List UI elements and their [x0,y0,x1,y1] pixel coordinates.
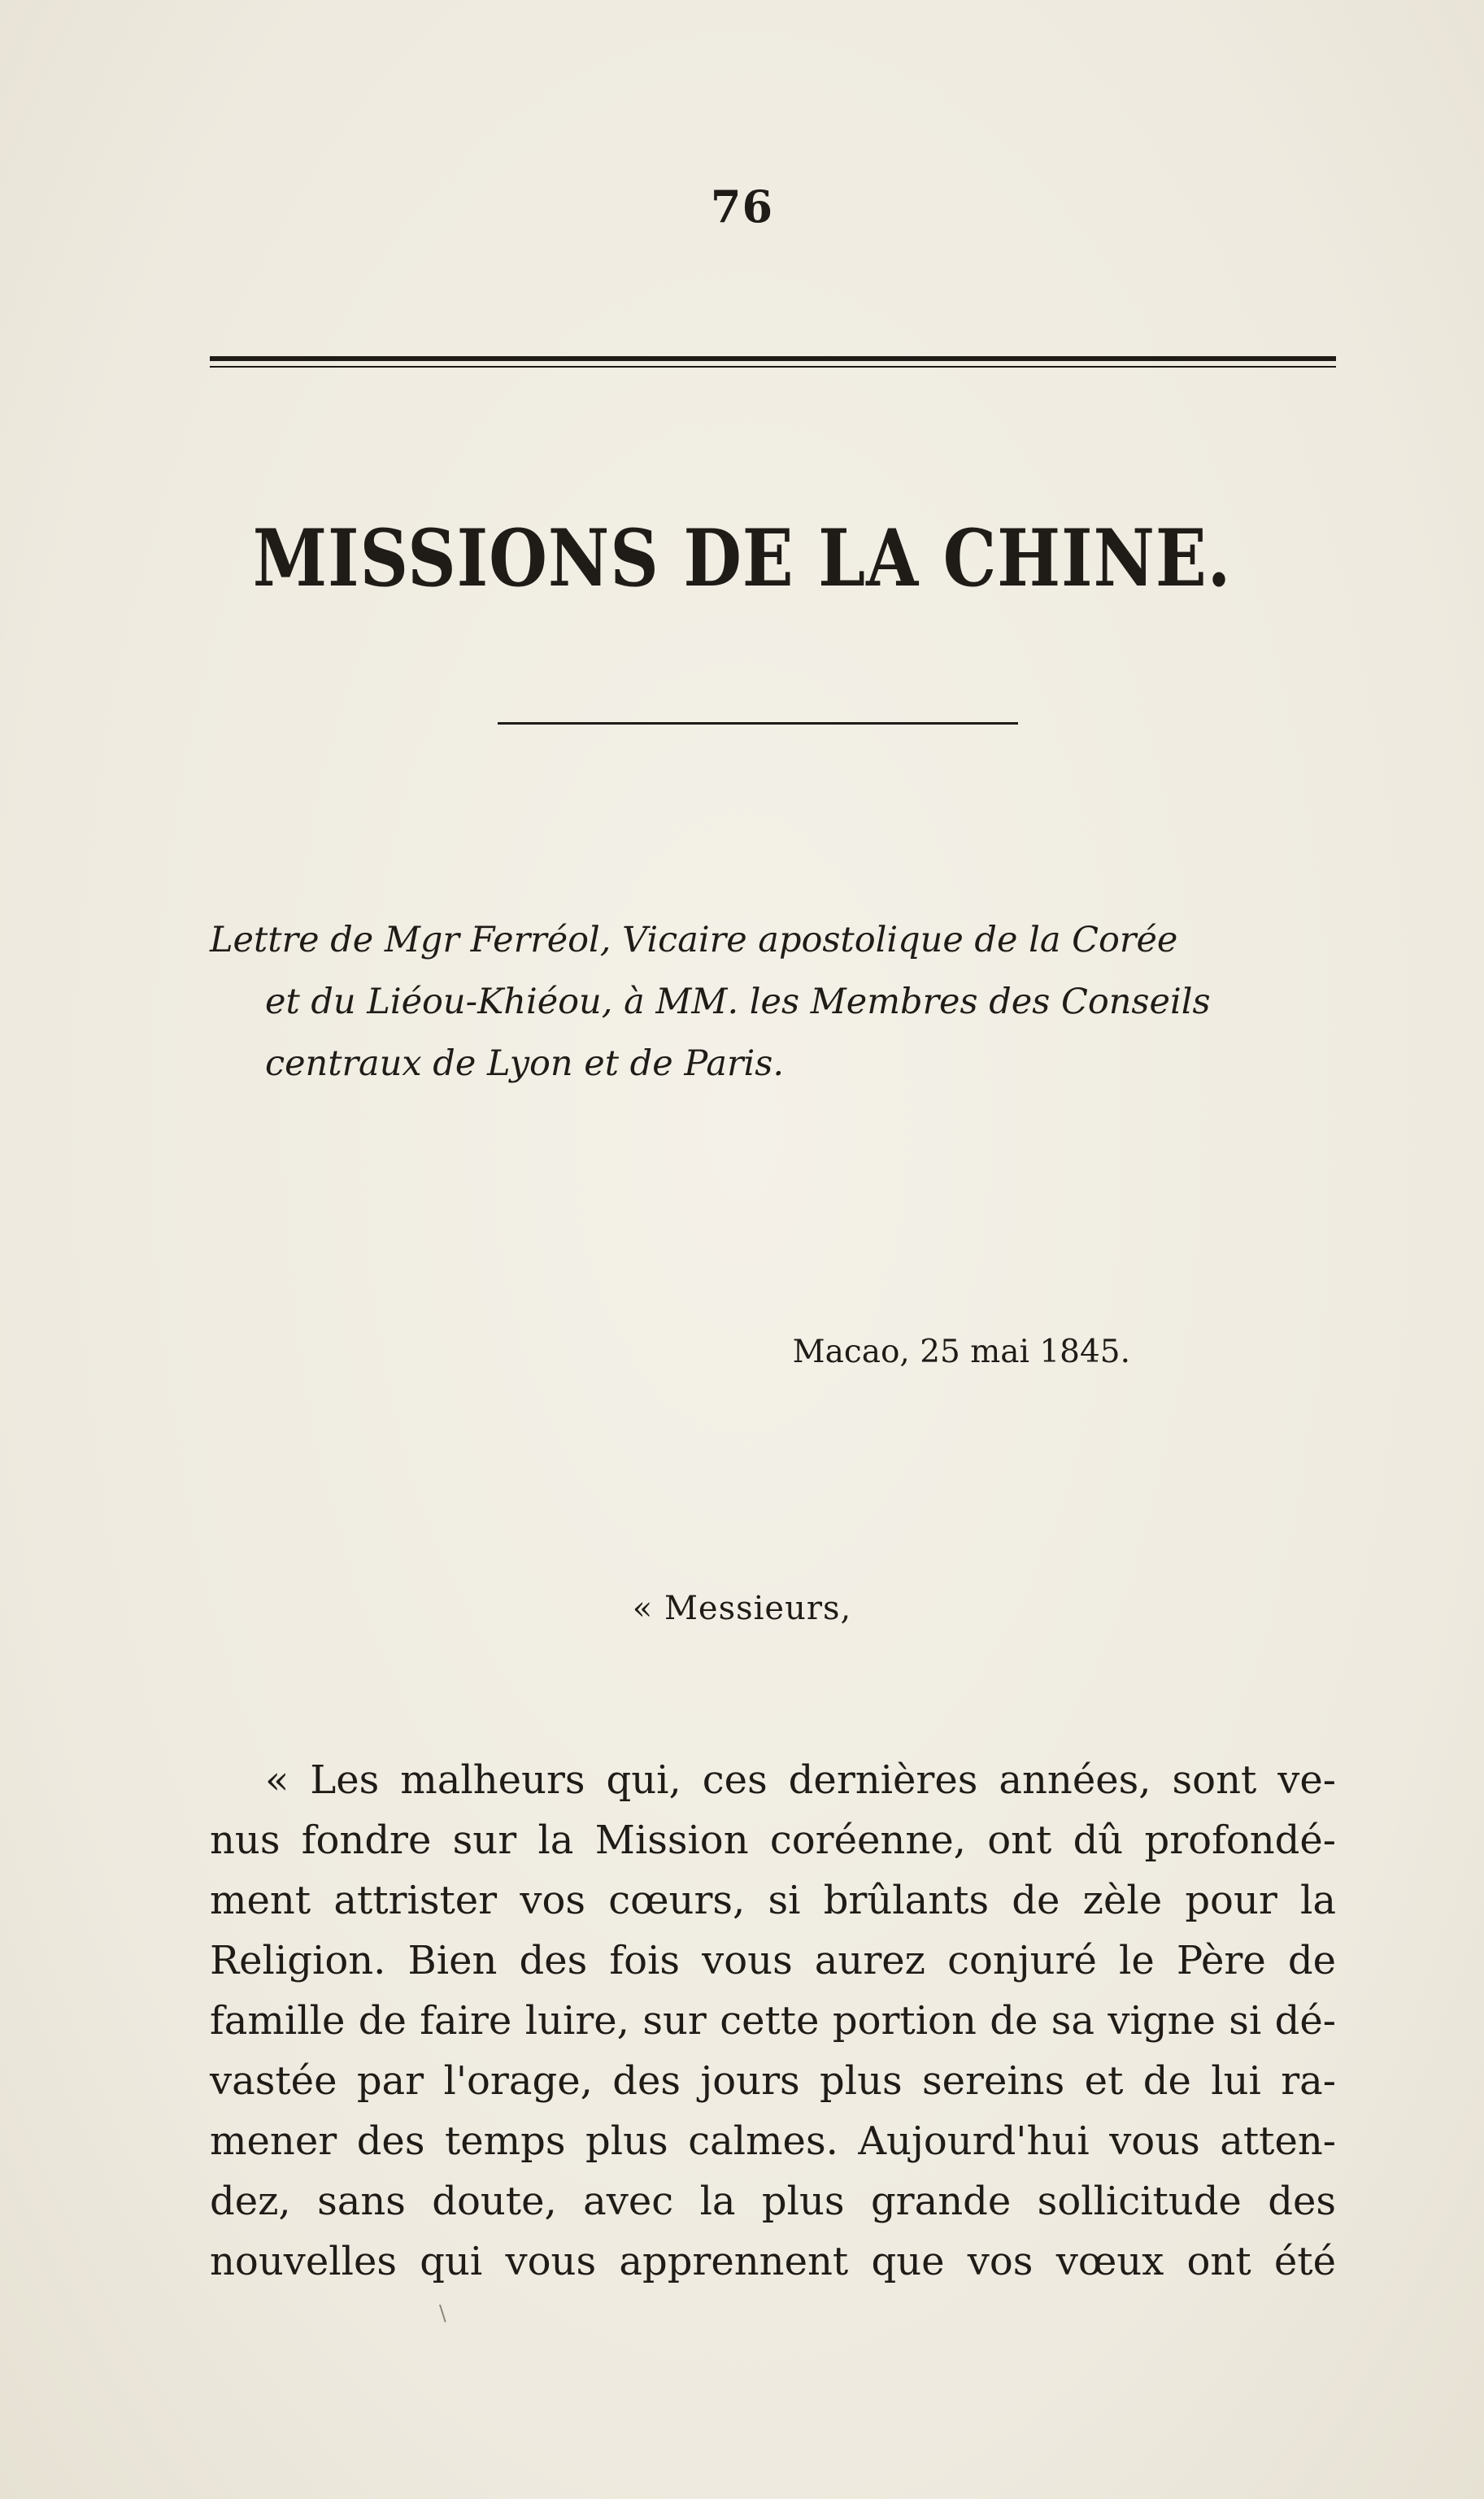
print-speck: \ [439,2301,446,2326]
body-line: ment attrister vos cœurs, si brûlants de zèle pour la [210,1878,1336,1923]
section-heading: MISSIONS DE LA CHINE. [252,512,1232,604]
body-line: famille de faire luire, sur cette portion de sa vigne si dé- [210,1998,1336,2044]
subtitle-line-1: Lettre de Mgr Ferréol, Vicaire apostolique de la Corée [210,920,1178,960]
body-line: nouvelles qui vous apprennent que vos vœux ont été [210,2239,1336,2284]
body-line: mener des temps plus calmes. Aujourd'hui vous atten- [210,2118,1336,2164]
subtitle-line-3: centraux de Lyon et de Paris. [265,1043,785,1084]
letter-body [210,1750,1336,2292]
body-line: Religion. Bien des fois vous aurez conjuré le Père de [210,1938,1336,1983]
body-line: dez, sans doute, avec la plus grande sollicitude des [210,2179,1336,2224]
header-double-rule [210,356,1336,371]
body-line: « Les malheurs qui, ces dernières années, sont ve- [265,1757,1336,1803]
letter-subtitle [210,909,1336,1095]
salutation: « Messieurs, [632,1590,852,1627]
dateline: Macao, 25 mai 1845. [792,1334,1130,1370]
subtitle-line-2: et du Liéou-Khiéou, à MM. les Membres des Conseils [265,982,1211,1022]
page-number: 76 [710,181,774,233]
header-rule-thin [210,366,1336,368]
header-rule-thick [210,356,1336,361]
body-line: nus fondre sur la Mission coréenne, ont dû profondé- [210,1818,1336,1863]
heading-divider [498,722,1018,725]
body-line: vastée par l'orage, des jours plus sereins et de lui ra- [210,2058,1336,2104]
